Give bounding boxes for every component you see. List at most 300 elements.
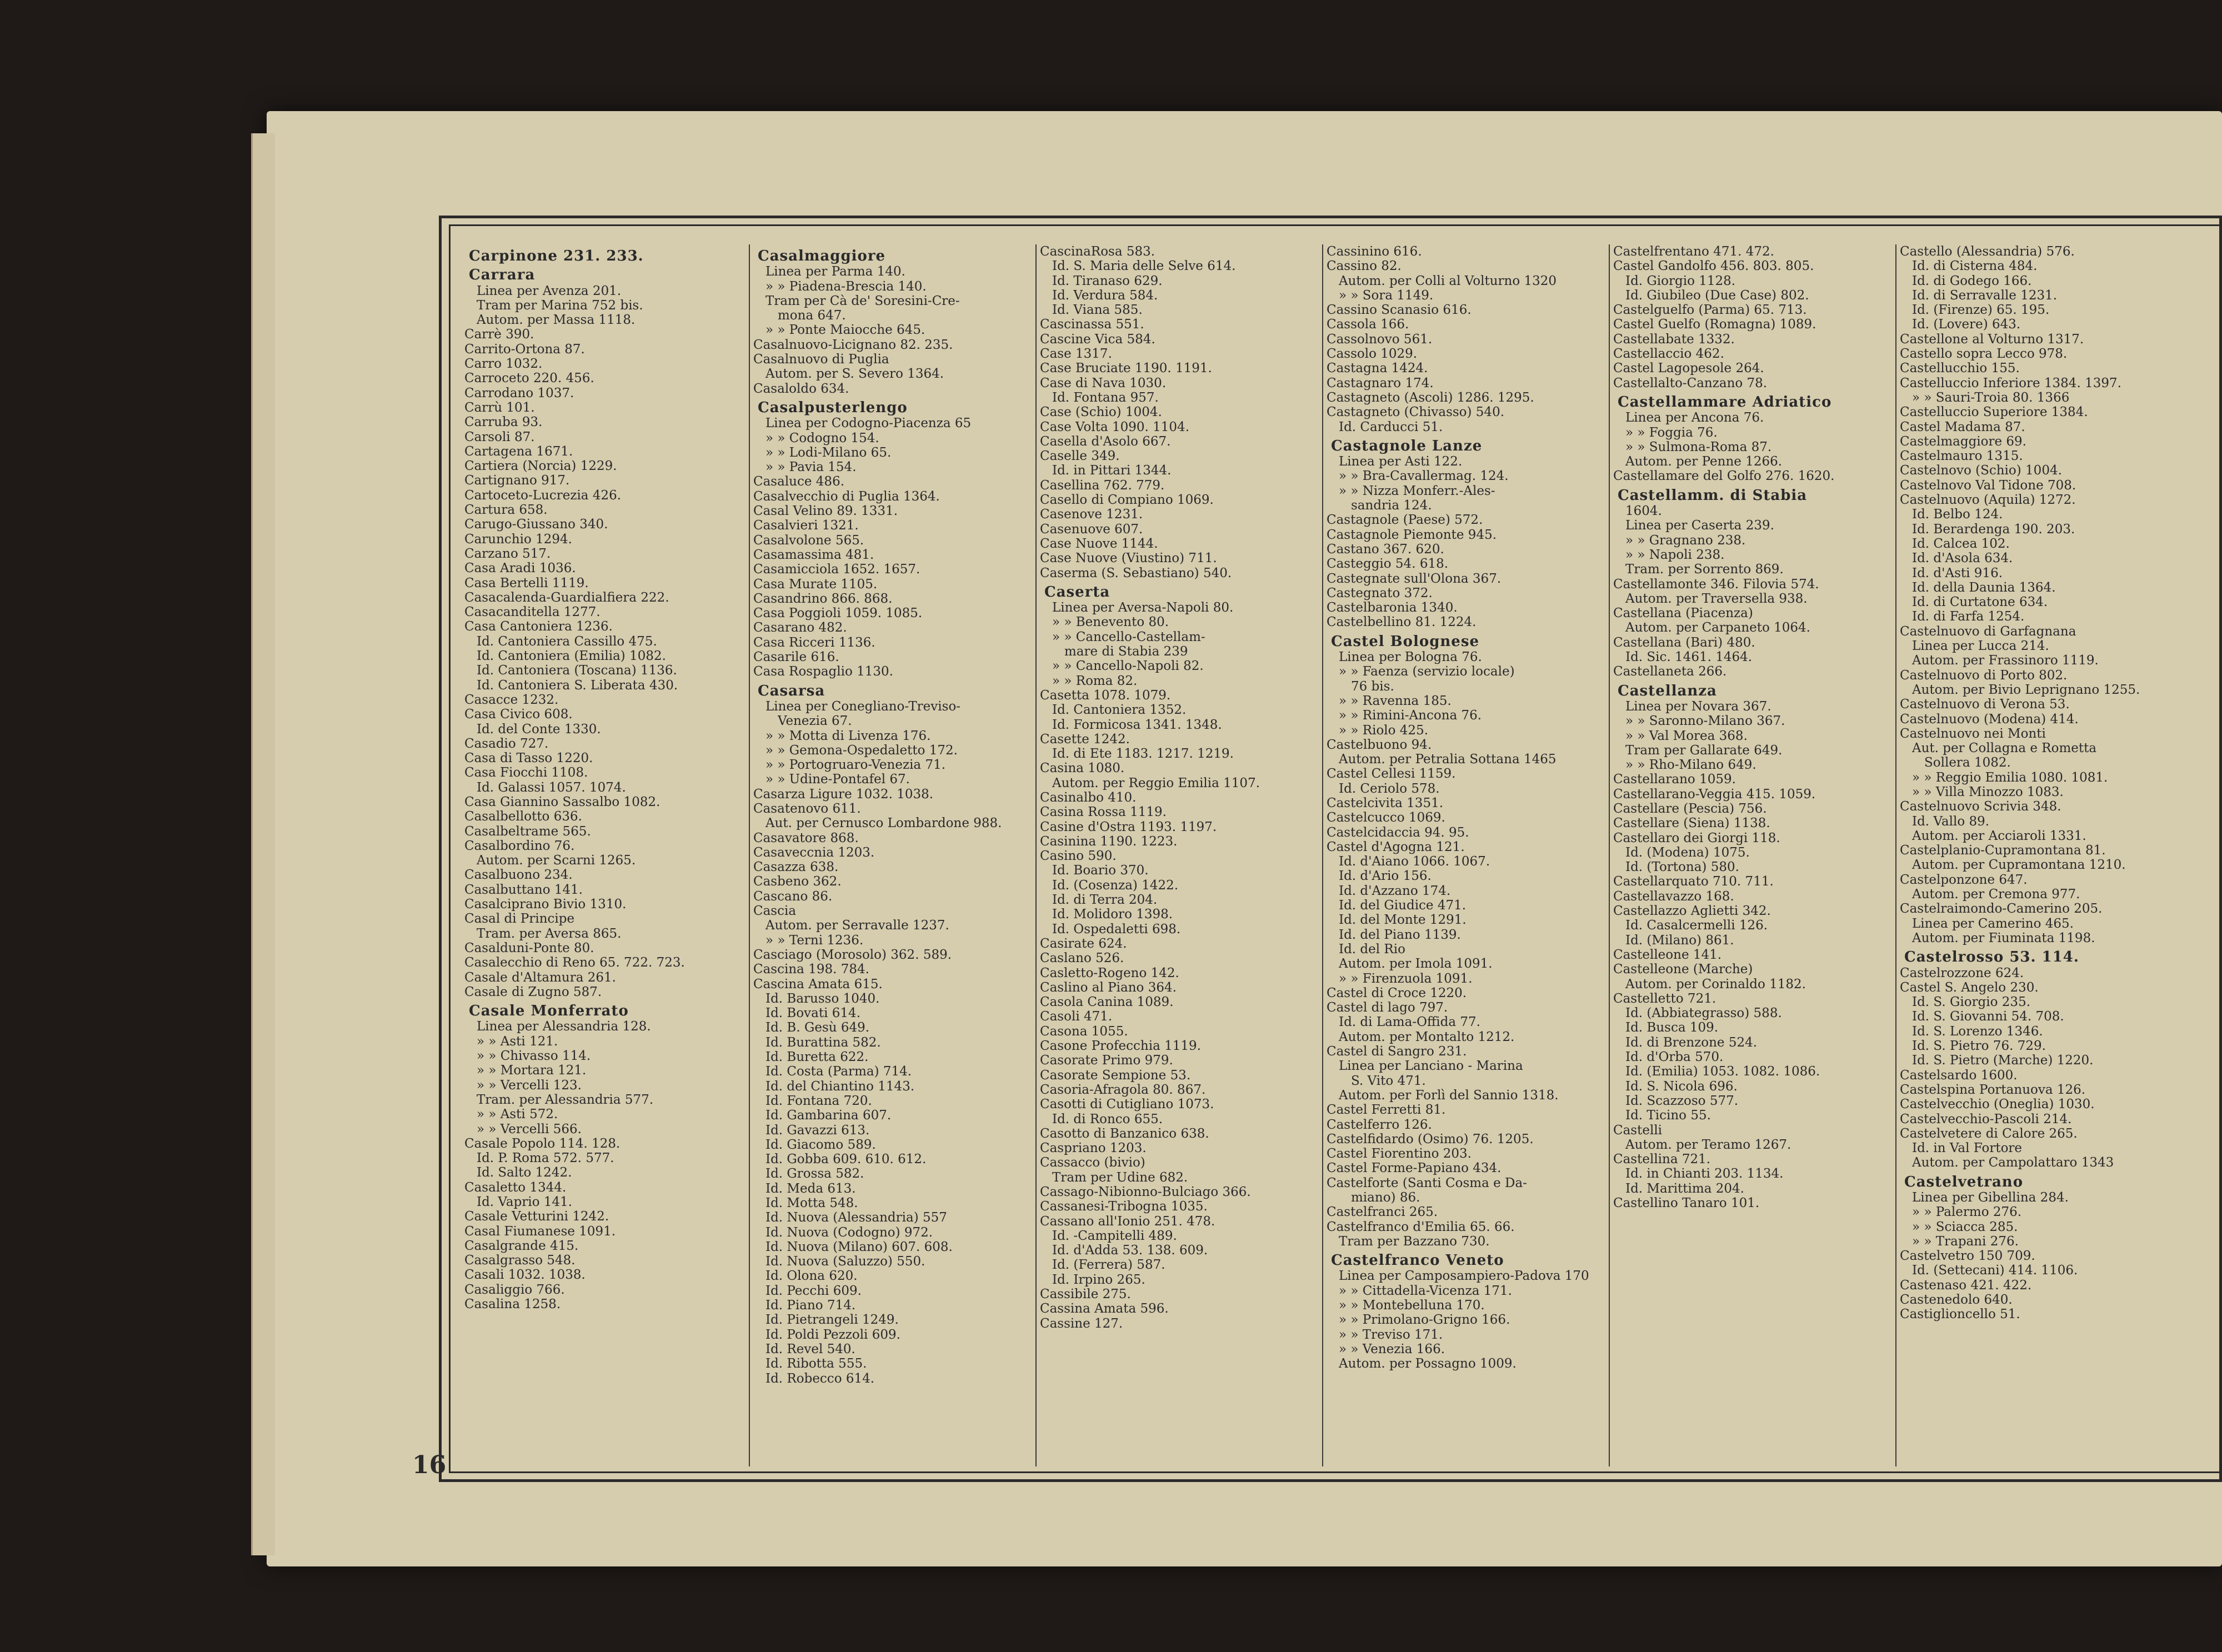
index-entry: Castelponzone 647. — [1900, 872, 2028, 887]
index-entry: Castellana (Piacenza) — [1613, 606, 1753, 621]
index-entry: Castellino Tanaro 101. — [1613, 1196, 1760, 1210]
index-entry: » » Foggia 76. — [1625, 425, 1718, 440]
index-entry: Casellina 762. 779. — [1040, 478, 1165, 493]
index-entry: » » Sauri-Troia 80. 1366 — [1912, 390, 2070, 405]
index-entry: Linea per Codogno-Piacenza 65 — [765, 416, 972, 431]
index-entry: Autom. per Bivio Leprignano 1255. — [1912, 682, 2140, 697]
index-column-5 — [1610, 244, 1896, 1466]
index-entry: Id. di Godego 166. — [1912, 273, 2032, 288]
index-entry: Id. (Abbiategrasso) 588. — [1625, 1006, 1782, 1021]
index-entry: Casarano 482. — [753, 620, 847, 635]
index-entry: Casacce 1232. — [464, 692, 559, 707]
index-entry: Caselle 349. — [1040, 449, 1120, 464]
index-entry: Casbeno 362. — [753, 874, 842, 889]
index-entry: Cassino Scanasio 616. — [1327, 303, 1472, 318]
index-entry: » » Villa Minozzo 1083. — [1912, 784, 2064, 799]
index-entry: Casandrino 866. 868. — [753, 591, 893, 606]
index-entry: Id. (Ferrera) 587. — [1052, 1258, 1165, 1273]
index-entry: Casalvolone 565. — [753, 533, 864, 548]
index-entry: Carrè 390. — [464, 327, 534, 342]
index-entry: Casotti di Cutigliano 1073. — [1040, 1097, 1214, 1112]
index-entry: Casalnuovo di Puglia — [753, 352, 889, 367]
index-entry: Id. Piano 714. — [765, 1298, 856, 1313]
index-entry: Castel Cellesi 1159. — [1327, 767, 1456, 782]
index-entry: Id. Vallo 89. — [1912, 814, 1990, 829]
index-entry: Id. di Serravalle 1231. — [1912, 288, 2058, 303]
index-entry: Castelbuono 94. — [1327, 737, 1432, 752]
index-entry: Carro 1032. — [464, 357, 543, 372]
index-entry: Casalecchio di Reno 65. 722. 723. — [464, 955, 685, 970]
index-entry: CascinaRosa 583. — [1040, 244, 1155, 259]
index-entry: Id. Bovati 614. — [765, 1006, 861, 1021]
index-entry: Tram per Bazzano 730. — [1339, 1234, 1490, 1249]
index-entry: Id. Belbo 124. — [1912, 507, 2003, 522]
index-entry: » » Motta di Livenza 176. — [765, 728, 931, 743]
index-entry: » » Lodi-Milano 65. — [765, 445, 892, 460]
index-entry: » » Riolo 425. — [1339, 723, 1429, 738]
index-entry: Tram per Cà de' Soresini-Cre- — [765, 293, 960, 308]
index-entry: Castelnuovo nei Monti — [1900, 726, 2046, 741]
index-entry: Cartagena 1671. — [464, 444, 573, 459]
index-entry: Castello (Alessandria) 576. — [1900, 244, 2075, 259]
index-entry: Castellana (Bari) 480. — [1613, 635, 1755, 650]
index-entry: Linea per Novara 367. — [1625, 699, 1771, 714]
index-entry: Casa Civico 608. — [464, 707, 573, 722]
index-entry: » » Reggio Emilia 1080. 1081. — [1912, 770, 2108, 785]
index-entry: Autom. per Teramo 1267. — [1625, 1137, 1791, 1152]
index-entry: Castellucchio 155. — [1900, 361, 2020, 376]
index-entry: Castelsardo 1600. — [1900, 1068, 2018, 1083]
index-entry: Id. Ceriolo 578. — [1339, 781, 1440, 796]
index-entry: Id. d'Ario 156. — [1339, 869, 1432, 884]
index-entry: Linea per Lucca 214. — [1912, 639, 2049, 654]
index-heading: Castelfranco Veneto — [1331, 1252, 1504, 1269]
index-entry: Autom. per Serravalle 1237. — [765, 918, 949, 933]
index-entry: Id. Carducci 51. — [1339, 419, 1443, 434]
index-entry: Id. Ticino 55. — [1625, 1108, 1711, 1123]
index-entry: Id. di Curtatone 634. — [1912, 595, 2048, 610]
index-entry: Casale d'Altamura 261. — [464, 970, 616, 985]
index-entry: Castelnuovo di Garfagnana — [1900, 624, 2076, 639]
index-heading: Caserta — [1044, 583, 1110, 600]
index-entry: Tram per Marina 752 bis. — [477, 298, 643, 313]
index-entry: Castellone al Volturno 1317. — [1900, 332, 2084, 347]
index-entry: Castenaso 421. 422. — [1900, 1278, 2032, 1293]
index-entry: Linea per Lanciano - Marina — [1339, 1059, 1523, 1074]
index-entry: Id. Barusso 1040. — [765, 991, 880, 1006]
index-entry: Id. d'Aiano 1066. 1067. — [1339, 854, 1490, 869]
index-entry: Cassinino 616. — [1327, 244, 1422, 259]
index-entry: Id. del Rio — [1339, 942, 1405, 957]
index-entry: » » Saronno-Milano 367. — [1625, 714, 1785, 729]
index-entry: Casteggio 54. 618. — [1327, 557, 1449, 572]
index-entry: Casenove 1231. — [1040, 507, 1143, 522]
index-entry: » » Venezia 166. — [1339, 1341, 1445, 1356]
index-entry: Tram per Gallarate 649. — [1625, 743, 1783, 758]
index-entry: Carruba 93. — [464, 415, 543, 430]
index-entry: Casalbellotto 636. — [464, 809, 582, 824]
index-entry: Cartoceto-Lucrezia 426. — [464, 488, 622, 503]
index-entry: Venezia 67. — [778, 714, 852, 729]
index-heading: Casalpusterlengo — [758, 399, 908, 416]
index-entry: Case 1317. — [1040, 347, 1112, 362]
index-entry: Casalciprano Bivio 1310. — [464, 897, 627, 912]
index-entry: Id. Giorgio 1128. — [1625, 273, 1736, 288]
index-entry: Tram. per Sorrento 869. — [1625, 562, 1784, 577]
index-entry: Castagneto (Chivasso) 540. — [1327, 405, 1505, 420]
index-entry: Id. Gavazzi 613. — [765, 1123, 870, 1138]
index-entry: mare di Stabia 239 — [1064, 644, 1188, 659]
index-entry: Castelfranci 265. — [1327, 1205, 1438, 1220]
index-entry: Id. di Ronco 655. — [1052, 1112, 1163, 1127]
index-entry: Casola Canina 1089. — [1040, 995, 1174, 1010]
index-entry: Castelmaggiore 69. — [1900, 434, 2026, 449]
index-entry: Casoria-Afragola 80. 867. — [1040, 1082, 1206, 1097]
index-entry: Id. S. Nicola 696. — [1625, 1079, 1738, 1094]
index-entry: Castel di lago 797. — [1327, 1000, 1448, 1015]
index-entry: Autom. per Cupramontana 1210. — [1912, 858, 2126, 873]
index-entry: Autom. per S. Severo 1364. — [765, 367, 944, 382]
index-entry: Castelleone 141. — [1613, 947, 1722, 962]
index-entry: Casalbeltrame 565. — [464, 824, 591, 839]
index-entry: Carrito-Ortona 87. — [464, 342, 585, 357]
index-entry: » » Udine-Pontafel 67. — [765, 772, 910, 787]
index-entry: Casaliggio 766. — [464, 1282, 565, 1297]
index-entry: Casarile 616. — [753, 650, 839, 665]
index-entry: Castelfrentano 471. 472. — [1613, 244, 1774, 259]
index-entry: Carroceto 220. 456. — [464, 371, 594, 386]
index-entry: Id. Nuova (Saluzzo) 550. — [765, 1254, 925, 1269]
index-entry: Casalgrasso 548. — [464, 1253, 575, 1268]
index-entry: S. Vito 471. — [1351, 1073, 1426, 1088]
index-entry: Casalduni-Ponte 80. — [464, 940, 594, 955]
index-entry: Casalvieri 1321. — [753, 518, 859, 533]
index-entry: » » Mortara 121. — [477, 1063, 587, 1078]
index-entry: Castelbaronia 1340. — [1327, 600, 1458, 615]
index-entry: Castellare (Pescia) 756. — [1613, 801, 1767, 816]
index-entry: Castel Madama 87. — [1900, 419, 2025, 434]
index-entry: Castelnuovo (Modena) 414. — [1900, 712, 2079, 727]
index-entry: Autom. per Fiuminata 1198. — [1912, 930, 2095, 945]
index-column-1 — [461, 244, 750, 1466]
index-entry: Casina 1080. — [1040, 761, 1125, 776]
index-entry: Cassine 127. — [1040, 1316, 1123, 1331]
index-entry: Casadio 727. — [464, 736, 549, 751]
index-entry: Id. Molidoro 1398. — [1052, 907, 1173, 922]
index-entry: » » Bra-Cavallermag. 124. — [1339, 469, 1509, 484]
index-entry: Castellazzo Aglietti 342. — [1613, 904, 1771, 919]
index-entry: Castiglioncello 51. — [1900, 1307, 2020, 1322]
index-entry: Id. del Piano 1139. — [1339, 927, 1461, 942]
index-entry: Id. Galassi 1057. 1074. — [477, 780, 626, 795]
index-entry: Id. (Tortona) 580. — [1625, 860, 1739, 875]
index-entry: Id. Cantoniera (Emilia) 1082. — [477, 649, 666, 664]
index-entry: Casenuove 607. — [1040, 522, 1143, 537]
index-entry: Id. del Chiantino 1143. — [765, 1079, 915, 1094]
index-entry: Tram per Udine 682. — [1052, 1170, 1188, 1185]
index-entry: Sollera 1082. — [1924, 755, 2011, 770]
index-entry: Casa Aradi 1036. — [464, 561, 576, 576]
index-column-2 — [750, 244, 1037, 1466]
index-entry: Caslano 526. — [1040, 951, 1124, 966]
index-entry: Id. Viana 585. — [1052, 303, 1143, 318]
index-entry: Id. Irpino 265. — [1052, 1272, 1145, 1287]
index-entry: Id. Calcea 102. — [1912, 536, 2010, 551]
index-entry: Autom. per Massa 1118. — [477, 313, 635, 328]
index-entry: Id. Salto 1242. — [477, 1165, 572, 1180]
index-entry: Cassibile 275. — [1040, 1287, 1131, 1302]
index-column-4 — [1323, 244, 1610, 1466]
index-entry: Casirate 624. — [1040, 936, 1127, 951]
index-entry: Castelli — [1613, 1123, 1663, 1138]
index-entry: Casaluce 486. — [753, 474, 845, 489]
index-entry: Castelluccio Inferiore 1384. 1397. — [1900, 376, 2121, 391]
index-entry: Id. Buretta 622. — [765, 1050, 869, 1065]
index-entry: Id. Casalcermelli 126. — [1625, 918, 1768, 933]
page-number: 16 — [412, 1451, 447, 1479]
index-entry: Id. di Ete 1183. 1217. 1219. — [1052, 747, 1234, 762]
index-entry: Cascina Amata 615. — [753, 977, 883, 992]
index-entry: Casella d'Asolo 667. — [1040, 434, 1171, 449]
index-entry: Id. S. Pietro 76. 729. — [1912, 1039, 2046, 1054]
index-entry: Cartura 658. — [464, 503, 548, 518]
index-entry: Case Nuove (Viustino) 711. — [1040, 551, 1217, 566]
index-entry: » » Asti 572. — [477, 1107, 558, 1122]
index-entry: » » Portogruaro-Venezia 71. — [765, 758, 946, 773]
index-entry: Castelletto 721. — [1613, 991, 1716, 1006]
index-entry: » » Terni 1236. — [765, 933, 864, 948]
index-entry: Id. Verdura 584. — [1052, 288, 1158, 303]
index-entry: Casciago (Morosolo) 362. 589. — [753, 947, 952, 962]
index-entry: Carsoli 87. — [464, 429, 535, 444]
index-entry: Id. B. Gesù 649. — [765, 1020, 870, 1035]
index-entry: » » Ponte Maiocche 645. — [765, 323, 925, 338]
index-entry: Castel Guelfo (Romagna) 1089. — [1613, 317, 1816, 332]
index-entry: Id. (Milano) 861. — [1625, 933, 1734, 948]
index-entry: Cassola 166. — [1327, 317, 1409, 332]
index-entry: Id. d'Orba 570. — [1625, 1050, 1724, 1065]
index-entry: Autom. per Corinaldo 1182. — [1625, 977, 1806, 992]
index-entry: Cascia — [753, 904, 797, 919]
index-entry: Id. di Farfa 1254. — [1912, 609, 2025, 624]
index-entry: Id. Sic. 1461. 1464. — [1625, 650, 1753, 665]
index-entry: Casalbordino 76. — [464, 838, 575, 853]
index-entry: Cassanesi-Tribogna 1035. — [1040, 1199, 1208, 1214]
index-entry: Castellarano 1059. — [1613, 772, 1736, 787]
index-entry: Casalbuono 234. — [464, 868, 573, 883]
index-entry: Castel Forme-Papiano 434. — [1327, 1161, 1502, 1176]
index-entry: Castelvecchio (Oneglia) 1030. — [1900, 1097, 2095, 1112]
index-entry: Linea per Bologna 76. — [1339, 650, 1482, 665]
index-entry: Autom. per Possagno 1009. — [1339, 1356, 1517, 1371]
index-entry: » » Montebelluna 170. — [1339, 1298, 1485, 1313]
index-entry: » » Rimini-Ancona 76. — [1339, 708, 1482, 723]
index-entry: Linea per Parma 140. — [765, 264, 905, 279]
index-entry: Linea per Aversa-Napoli 80. — [1052, 600, 1234, 615]
index-heading: Casalmaggiore — [758, 248, 886, 264]
index-entry: Casa Ricceri 1136. — [753, 635, 875, 650]
index-entry: Id. Cantoniera 1352. — [1052, 703, 1187, 718]
index-entry: Casal Velino 89. 1331. — [753, 504, 898, 519]
index-entry: Castellarquato 710. 711. — [1613, 874, 1774, 889]
index-entry: Casine d'Ostra 1193. 1197. — [1040, 819, 1217, 834]
index-entry: Casarza Ligure 1032. 1038. — [753, 787, 934, 802]
index-entry: Castelcivita 1351. — [1327, 795, 1444, 810]
index-entry: » » Rho-Milano 649. — [1625, 758, 1756, 773]
index-entry: Id. del Conte 1330. — [477, 722, 601, 737]
index-entry: Casaloldo 634. — [753, 381, 849, 396]
index-entry: » » Sulmona-Roma 87. — [1625, 439, 1772, 454]
index-entry: Casa Rospaglio 1130. — [753, 664, 893, 679]
index-entry: Casetta 1078. 1079. — [1040, 688, 1171, 703]
index-entry: Casatenovo 611. — [753, 801, 861, 816]
index-entry: Casa Fiocchi 1108. — [464, 765, 588, 780]
index-entry: Id. S. Giovanni 54. 708. — [1912, 1009, 2064, 1024]
index-entry: Id. Gobba 609. 610. 612. — [765, 1152, 927, 1167]
index-entry: Castelfidardo (Osimo) 76. 1205. — [1327, 1132, 1534, 1147]
index-entry: Id. Fontana 957. — [1052, 390, 1159, 405]
index-entry: » » Trapani 276. — [1912, 1234, 2019, 1249]
index-entry: Casalnuovo-Licignano 82. 235. — [753, 337, 953, 352]
index-entry: sandria 124. — [1351, 498, 1432, 513]
index-entry: Castellare (Siena) 1138. — [1613, 816, 1770, 831]
index-entry: Id. d'Azzano 174. — [1339, 883, 1451, 898]
index-entry: Cascinassa 551. — [1040, 317, 1144, 332]
index-entry: Carrù 101. — [464, 400, 535, 415]
index-entry: » » Cittadella-Vicenza 171. — [1339, 1283, 1512, 1298]
index-entry: Castellaro dei Giorgi 118. — [1613, 830, 1780, 845]
index-entry: Casaveccnia 1203. — [753, 845, 875, 860]
index-entry: Castelspina Portanuova 126. — [1900, 1082, 2086, 1097]
index-heading: Castellammare Adriatico — [1618, 393, 1832, 411]
index-entry: Casotto di Banzanico 638. — [1040, 1126, 1209, 1141]
index-entry: Id. Berardenga 190. 203. — [1912, 522, 2075, 537]
index-entry: Casette 1242. — [1040, 732, 1130, 747]
index-entry: Id. Gambarina 607. — [765, 1108, 892, 1123]
index-entry: Cassolo 1029. — [1327, 347, 1418, 362]
index-entry: Id. Burattina 582. — [765, 1035, 881, 1050]
index-entry: Castello sopra Lecco 978. — [1900, 347, 2068, 362]
index-heading: Castagnole Lanze — [1331, 437, 1483, 454]
index-entry: Castelplanio-Cupramontana 81. — [1900, 843, 2106, 858]
index-entry: Cassacco (bivio) — [1040, 1155, 1145, 1170]
index-entry: Id. Ospedaletti 698. — [1052, 922, 1181, 937]
index-heading: Casale Monferrato — [469, 1003, 629, 1020]
index-entry: Casa Poggioli 1059. 1085. — [753, 606, 923, 621]
index-entry: Id. del Giudice 471. — [1339, 898, 1467, 913]
index-entry: Castelleone (Marche) — [1613, 962, 1753, 977]
index-heading: Carpinone 231. 233. — [469, 248, 644, 264]
index-entry: Casal Fiumanese 1091. — [464, 1224, 616, 1239]
index-entry: Id. Boario 370. — [1052, 863, 1149, 878]
index-entry: » » Ravenna 185. — [1339, 693, 1452, 708]
index-entry: Cassano all'Ionio 251. 478. — [1040, 1214, 1215, 1229]
index-entry: Linea per Conegliano-Treviso- — [765, 699, 961, 714]
index-entry: Castenedolo 640. — [1900, 1293, 2013, 1308]
index-entry: Autom. per Reggio Emilia 1107. — [1052, 775, 1260, 790]
index-entry: » » Firenzuola 1091. — [1339, 971, 1473, 986]
index-entry: Casino 590. — [1040, 849, 1117, 864]
index-entry: Autom. per Carpaneto 1064. — [1625, 620, 1810, 635]
index-entry: Id. di Lama-Offida 77. — [1339, 1015, 1480, 1030]
index-entry: Casa Cantoniera 1236. — [464, 619, 613, 634]
index-entry: Casaletto 1344. — [464, 1180, 567, 1195]
index-entry: Castagnaro 174. — [1327, 376, 1434, 391]
index-entry: Autom. per Penne 1266. — [1625, 454, 1783, 469]
index-entry: » » Codogno 154. — [765, 430, 879, 445]
index-heading: Castel Bolognese — [1331, 633, 1479, 650]
index-entry: Castelrozzone 624. — [1900, 965, 2024, 980]
index-entry: Casorate Sempione 53. — [1040, 1068, 1191, 1083]
index-entry: » » Sciacca 285. — [1912, 1219, 2018, 1234]
index-entry: » » Cancello-Napoli 82. — [1052, 659, 1204, 674]
index-entry: Casale di Zugno 587. — [464, 984, 602, 999]
index-entry: » » Asti 121. — [477, 1034, 558, 1049]
index-entry: Id. Robecco 614. — [765, 1371, 875, 1386]
index-entry: Casavatore 868. — [753, 830, 859, 845]
index-entry: Castelraimondo-Camerino 205. — [1900, 902, 2103, 917]
index-entry: Linea per Gibellina 284. — [1912, 1190, 2069, 1205]
index-entry: Casoli 471. — [1040, 1009, 1113, 1024]
index-entry: Cascano 86. — [753, 889, 833, 904]
index-entry: Id. d'Adda 53. 138. 609. — [1052, 1243, 1208, 1258]
index-entry: Castagna 1424. — [1327, 361, 1428, 376]
index-entry: Castelferro 126. — [1327, 1117, 1432, 1132]
index-entry: » » Nizza Monferr.-Ales- — [1339, 483, 1495, 498]
index-entry: Castellamare del Golfo 276. 1620. — [1613, 469, 1835, 484]
index-entry: Case Volta 1090. 1104. — [1040, 419, 1190, 434]
index-column-6 — [1896, 244, 2222, 1466]
index-entry: Casletto-Rogeno 142. — [1040, 965, 1179, 980]
index-entry: Castelnovo Val Tidone 708. — [1900, 478, 2076, 493]
index-entry: Id. P. Roma 572. 577. — [477, 1151, 614, 1166]
index-entry: Carunchio 1294. — [464, 532, 572, 547]
index-entry: Castelbellino 81. 1224. — [1327, 615, 1477, 630]
index-entry: Castelcidaccia 94. 95. — [1327, 825, 1469, 840]
index-entry: Casa Giannino Sassalbo 1082. — [464, 794, 660, 809]
index-entry: Castellabate 1332. — [1613, 332, 1735, 347]
index-entry: Id. Costa (Parma) 714. — [765, 1064, 912, 1079]
index-entry: Tram. per Alessandria 577. — [477, 1092, 654, 1107]
index-entry: Casale Vetturini 1242. — [464, 1209, 609, 1224]
index-entry: Casacanditella 1277. — [464, 605, 600, 620]
index-entry: Linea per Asti 122. — [1339, 454, 1463, 469]
index-entry: Castelnovo (Schio) 1004. — [1900, 463, 2062, 478]
index-entry: » » Chivasso 114. — [477, 1049, 591, 1064]
index-entry: Castellalto-Canzano 78. — [1613, 376, 1768, 391]
index-entry: Casa Murate 1105. — [753, 577, 878, 592]
index-entry: Linea per Camerino 465. — [1912, 916, 2074, 931]
index-entry: Autom. per Traversella 938. — [1625, 591, 1808, 606]
index-entry: Caslino al Piano 364. — [1040, 980, 1177, 995]
index-entry: Id. Cantoniera (Toscana) 1136. — [477, 663, 677, 678]
index-entry: Casale Popolo 114. 128. — [464, 1136, 620, 1151]
index-column-3 — [1037, 244, 1323, 1466]
index-entry: Id. Scazzoso 577. — [1625, 1093, 1739, 1108]
index-entry: Id. Cantoniera Cassillo 475. — [477, 634, 657, 649]
index-entry: Linea per Caserta 239. — [1625, 518, 1774, 533]
index-entry: Id. Marittima 204. — [1625, 1181, 1744, 1196]
index-entry: Case Nuove 1144. — [1040, 536, 1158, 551]
index-heading: Castellanza — [1618, 682, 1717, 699]
index-entry: Castellaneta 266. — [1613, 664, 1727, 679]
index-entry: Aut. per Cernusco Lombardone 988. — [765, 816, 1002, 831]
index-entry: Cascina 198. 784. — [753, 962, 869, 977]
index-entry: » » Val Morea 368. — [1625, 728, 1748, 743]
index-entry: Casali 1032. 1038. — [464, 1268, 585, 1283]
index-entry: Autom. per Imola 1091. — [1339, 957, 1493, 972]
index-entry: Id. S. Pietro (Marche) 1220. — [1912, 1053, 2094, 1068]
